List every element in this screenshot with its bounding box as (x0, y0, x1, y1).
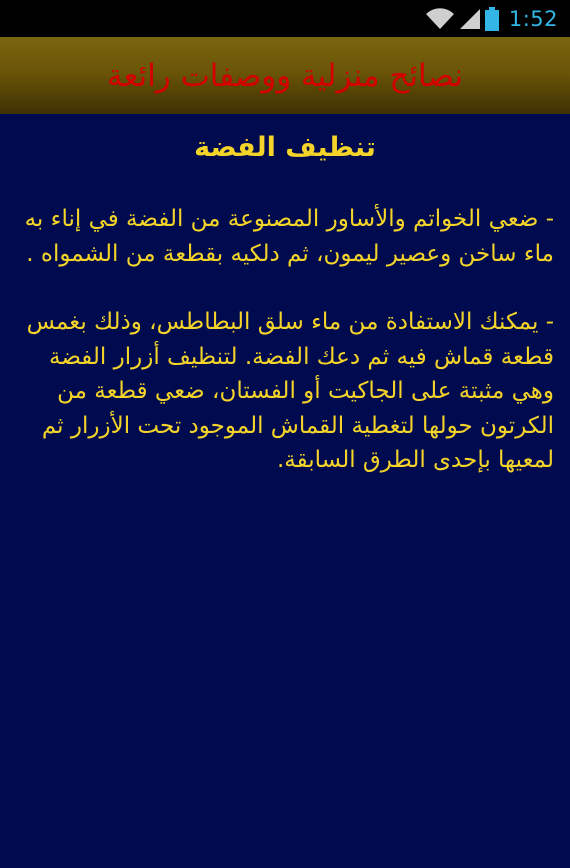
article-paragraph: - يمكنك الاستفادة من ماء سلق البطاطس، وذلك بغمس قطعة قماش فيه ثم دعك الفضة. لتنظيف أزرار الفضة وهي مثبتة على الجاكيت أو الفستان، ضعي قطعة من الكرتون حولها لتغطية القماش الموجود تحت الأزرار ثم لمعيها بإحدى الطرق السابقة. (26, 309, 554, 473)
article-heading: تنظيف الفضة (194, 132, 376, 163)
article-paragraph: - ضعي الخواتم والأساور المصنوعة من الفضة في إناء به ماء ساخن وعصير ليمون، ثم دلكيه بقطعة من الشمواه . (24, 206, 554, 267)
article-body (14, 202, 554, 512)
app-title-bar (0, 37, 570, 114)
wifi-icon (425, 8, 455, 30)
battery-icon (485, 7, 499, 31)
article-content[interactable] (0, 114, 570, 868)
status-icons (425, 5, 558, 32)
status-clock: 1:52 (508, 6, 558, 31)
signal-icon (459, 8, 481, 30)
app-title: نصائح منزلية ووصفات رائعة (106, 57, 463, 94)
status-bar (0, 0, 570, 37)
